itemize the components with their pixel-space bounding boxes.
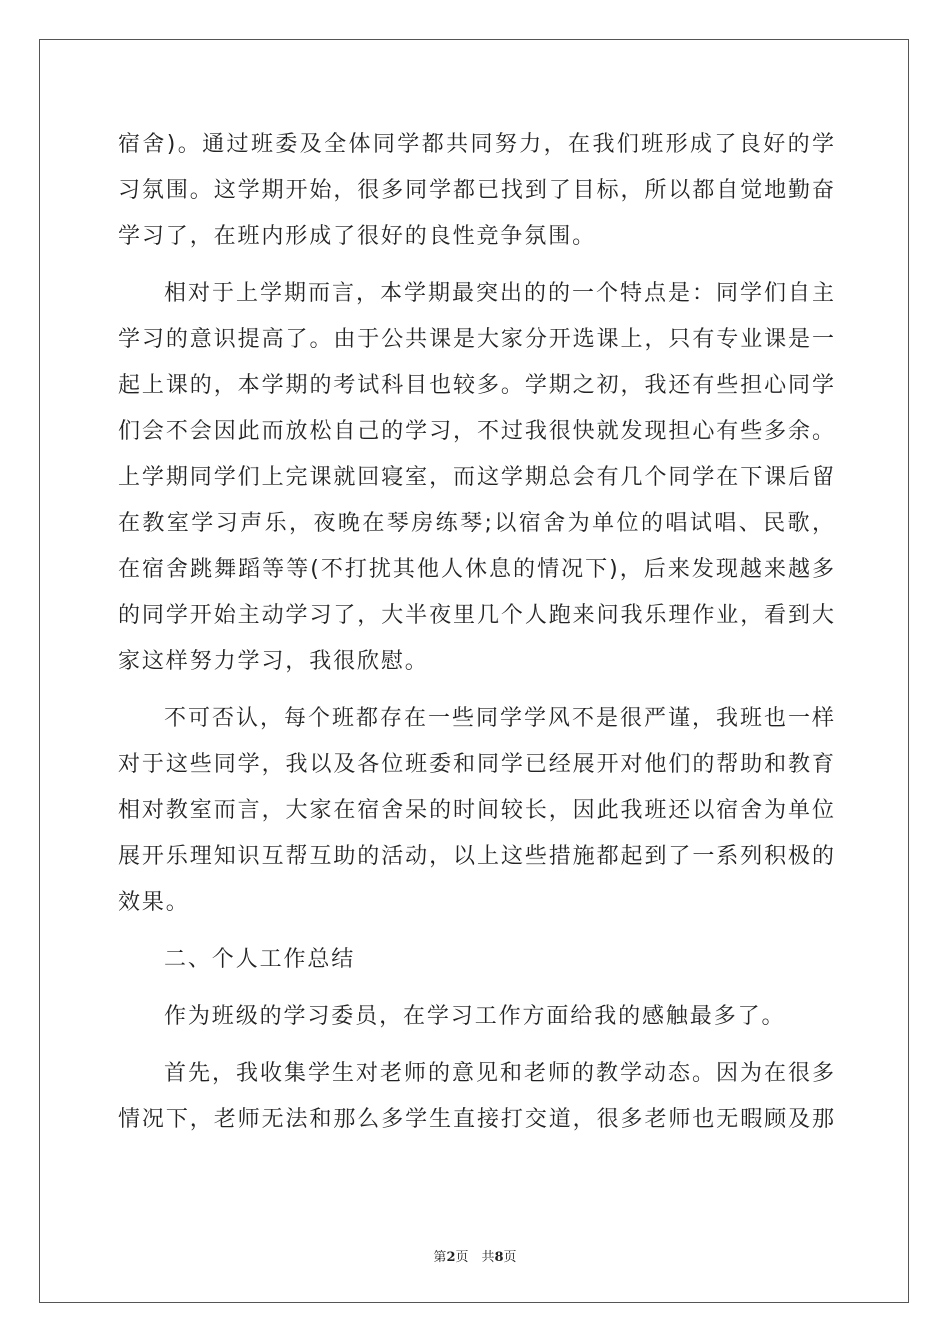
text-line: 展开乐理知识互帮互助的活动，以上这些措施都起到了一系列积极的	[118, 844, 834, 869]
paragraph	[118, 994, 834, 1040]
text-line: 不可否认，每个班都存在一些同学学风不是很严谨，我班也一样	[164, 706, 834, 731]
paragraph	[118, 271, 834, 685]
text-line: 学习了，在班内形成了很好的良性竞争氛围。	[118, 224, 597, 249]
text-line: 的同学开始主动学习了，大半夜里几个人跑来问我乐理作业，看到大	[118, 603, 834, 628]
page-footer	[0, 1246, 950, 1265]
text-line: 相对于上学期而言，本学期最突出的的一个特点是：同学们自主	[164, 281, 834, 306]
text-line: 宿舍)。通过班委及全体同学都共同努力，在我们班形成了良好的学	[118, 132, 834, 157]
text-line: 们会不会因此而放松自己的学习，不过我很快就发现担心有些多余。	[118, 419, 834, 444]
footer-suffix: 页	[503, 1250, 517, 1265]
text-line: 学习的意识提高了。由于公共课是大家分开选课上，只有专业课是一	[118, 327, 834, 352]
paragraph	[118, 937, 834, 983]
text-line: 相对教室而言，大家在宿舍呆的时间较长，因此我班还以宿舍为单位	[118, 798, 834, 823]
text-line: 上学期同学们上完课就回寝室，而这学期总会有几个同学在下课后留	[118, 465, 834, 490]
text-line: 作为班级的学习委员，在学习工作方面给我的感触最多了。	[164, 1004, 786, 1029]
paragraph	[118, 696, 834, 926]
paragraph	[118, 1051, 834, 1143]
text-line: 在教室学习声乐，夜晚在琴房练琴;以宿舍为单位的唱试唱、民歌，	[118, 511, 834, 536]
text-line: 家这样努力学习，我很欣慰。	[118, 649, 429, 674]
text-line: 首先，我收集学生对老师的意见和老师的教学动态。因为在很多	[164, 1061, 834, 1086]
text-line: 习氛围。这学期开始，很多同学都已找到了目标，所以都自觉地勤奋	[118, 178, 834, 203]
current-page-number: 2	[446, 1250, 456, 1265]
text-line: 在宿舍跳舞蹈等等(不打扰其他人休息的情况下)，后来发现越来越多	[118, 557, 834, 582]
paragraph	[118, 122, 834, 260]
text-line: 起上课的，本学期的考试科目也较多。学期之初，我还有些担心同学	[118, 373, 834, 398]
text-line: 二、个人工作总结	[164, 947, 356, 972]
text-line: 效果。	[118, 890, 190, 915]
footer-prefix: 第	[433, 1250, 447, 1265]
document-body	[118, 122, 834, 1143]
footer-mid: 页 共	[455, 1250, 495, 1265]
total-page-number: 8	[494, 1250, 504, 1265]
text-line: 情况下，老师无法和那么多学生直接打交道，很多老师也无暇顾及那	[118, 1107, 834, 1132]
text-line: 对于这些同学，我以及各位班委和同学已经展开对他们的帮助和教育	[118, 752, 834, 777]
